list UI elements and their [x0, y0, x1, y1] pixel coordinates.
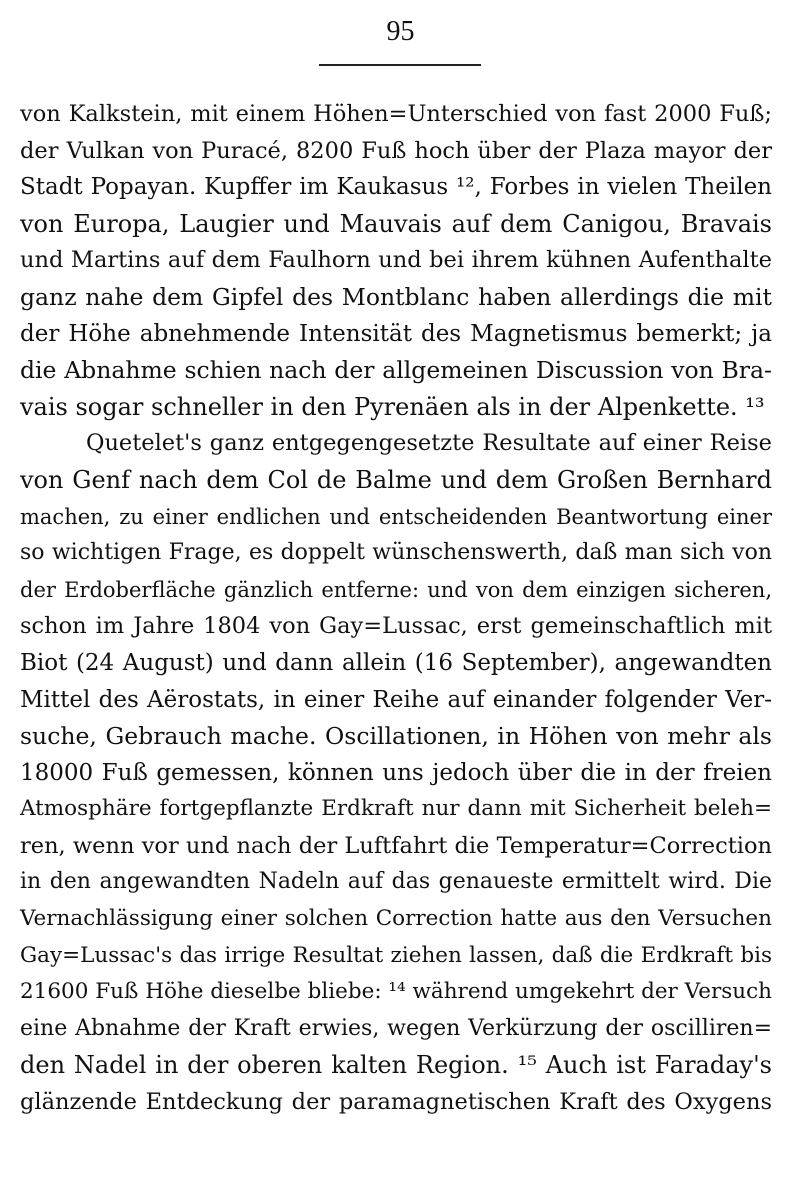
text-line: ganz nahe dem Gipfel des Montblanc haben allerdings die mit	[20, 282, 772, 311]
text-line: der Erdoberfläche gänzlich entferne: und von dem einzigen sicheren,	[20, 577, 772, 602]
text-line: Vernachlässigung einer solchen Correction hatte aus den Versuchen	[20, 906, 772, 932]
text-line: und Martins auf dem Faulhorn und bei ihrem kühnen Aufenthalte	[20, 247, 772, 274]
text-line: Biot (24 August) und dann allein (16 September), angewandten	[20, 649, 772, 676]
text-line: ren, wenn vor und nach der Luftfahrt die Temperatur=Correction	[20, 832, 772, 859]
text-line: eine Abnahme der Kraft erwies, wegen Verkürzung der oscilliren=	[20, 1015, 772, 1041]
text-line: Quetelet's ganz entgegengesetzte Resultate auf einer Reise	[86, 430, 772, 457]
text-line: von Europa, Laugier und Mauvais auf dem Canigou, Bravais	[20, 209, 772, 238]
text-line: von Genf nach dem Col de Balme und dem Großen Bernhard	[20, 465, 772, 494]
text-line: 21600 Fuß Höhe dieselbe bliebe: ¹⁴ während umgekehrt der Versuch	[20, 979, 772, 1005]
text-line: so wichtigen Frage, es doppelt wünschenswerth, daß man sich von	[20, 540, 772, 566]
text-line: vais sogar schneller in den Pyrenäen als in der Alpenkette. ¹³	[20, 392, 765, 421]
header-rule	[319, 64, 481, 66]
text-line: Atmosphäre fortgepflanzte Erdkraft nur dann mit Sicherheit beleh=	[20, 796, 772, 822]
text-line: den Nadel in der oberen kalten Region. ¹⁵ Auch ist Faraday's	[20, 1051, 772, 1080]
text-line: schon im Jahre 1804 von Gay=Lussac, erst gemeinschaftlich mit	[20, 613, 772, 640]
text-line: von Kalkstein, mit einem Höhen=Unterschied von fast 2000 Fuß;	[20, 101, 772, 127]
text-line: glänzende Entdeckung der paramagnetischen Kraft des Oxygens	[20, 1089, 772, 1116]
text-line: suche, Gebrauch mache. Oscillationen, in Höhen von mehr als	[20, 722, 772, 751]
text-line: Gay=Lussac's das irrige Resultat ziehen lassen, daß die Erdkraft bis	[20, 942, 772, 968]
text-line: der Höhe abnehmende Intensität des Magnetismus bemerkt; ja	[20, 320, 772, 347]
text-line: Mittel des Aërostats, in einer Reihe auf einander folgender Ver-	[20, 686, 772, 713]
page-number: 95	[386, 16, 415, 47]
text-line: machen, zu einer endlichen und entscheidenden Beantwortung einer	[20, 504, 772, 529]
page-text	[20, 96, 772, 1121]
text-line: in den angewandten Nadeln auf das genaueste ermittelt wird. Die	[20, 869, 772, 895]
text-line: 18000 Fuß gemessen, können uns jedoch über die in der freien	[20, 759, 772, 786]
text-line: die Abnahme schien nach der allgemeinen Discussion von Bra-	[20, 356, 772, 385]
text-line: Stadt Popayan. Kupffer im Kaukasus ¹², Forbes in vielen Theilen	[20, 174, 772, 201]
text-line: der Vulkan von Puracé, 8200 Fuß hoch über der Plaza mayor der	[20, 137, 772, 164]
